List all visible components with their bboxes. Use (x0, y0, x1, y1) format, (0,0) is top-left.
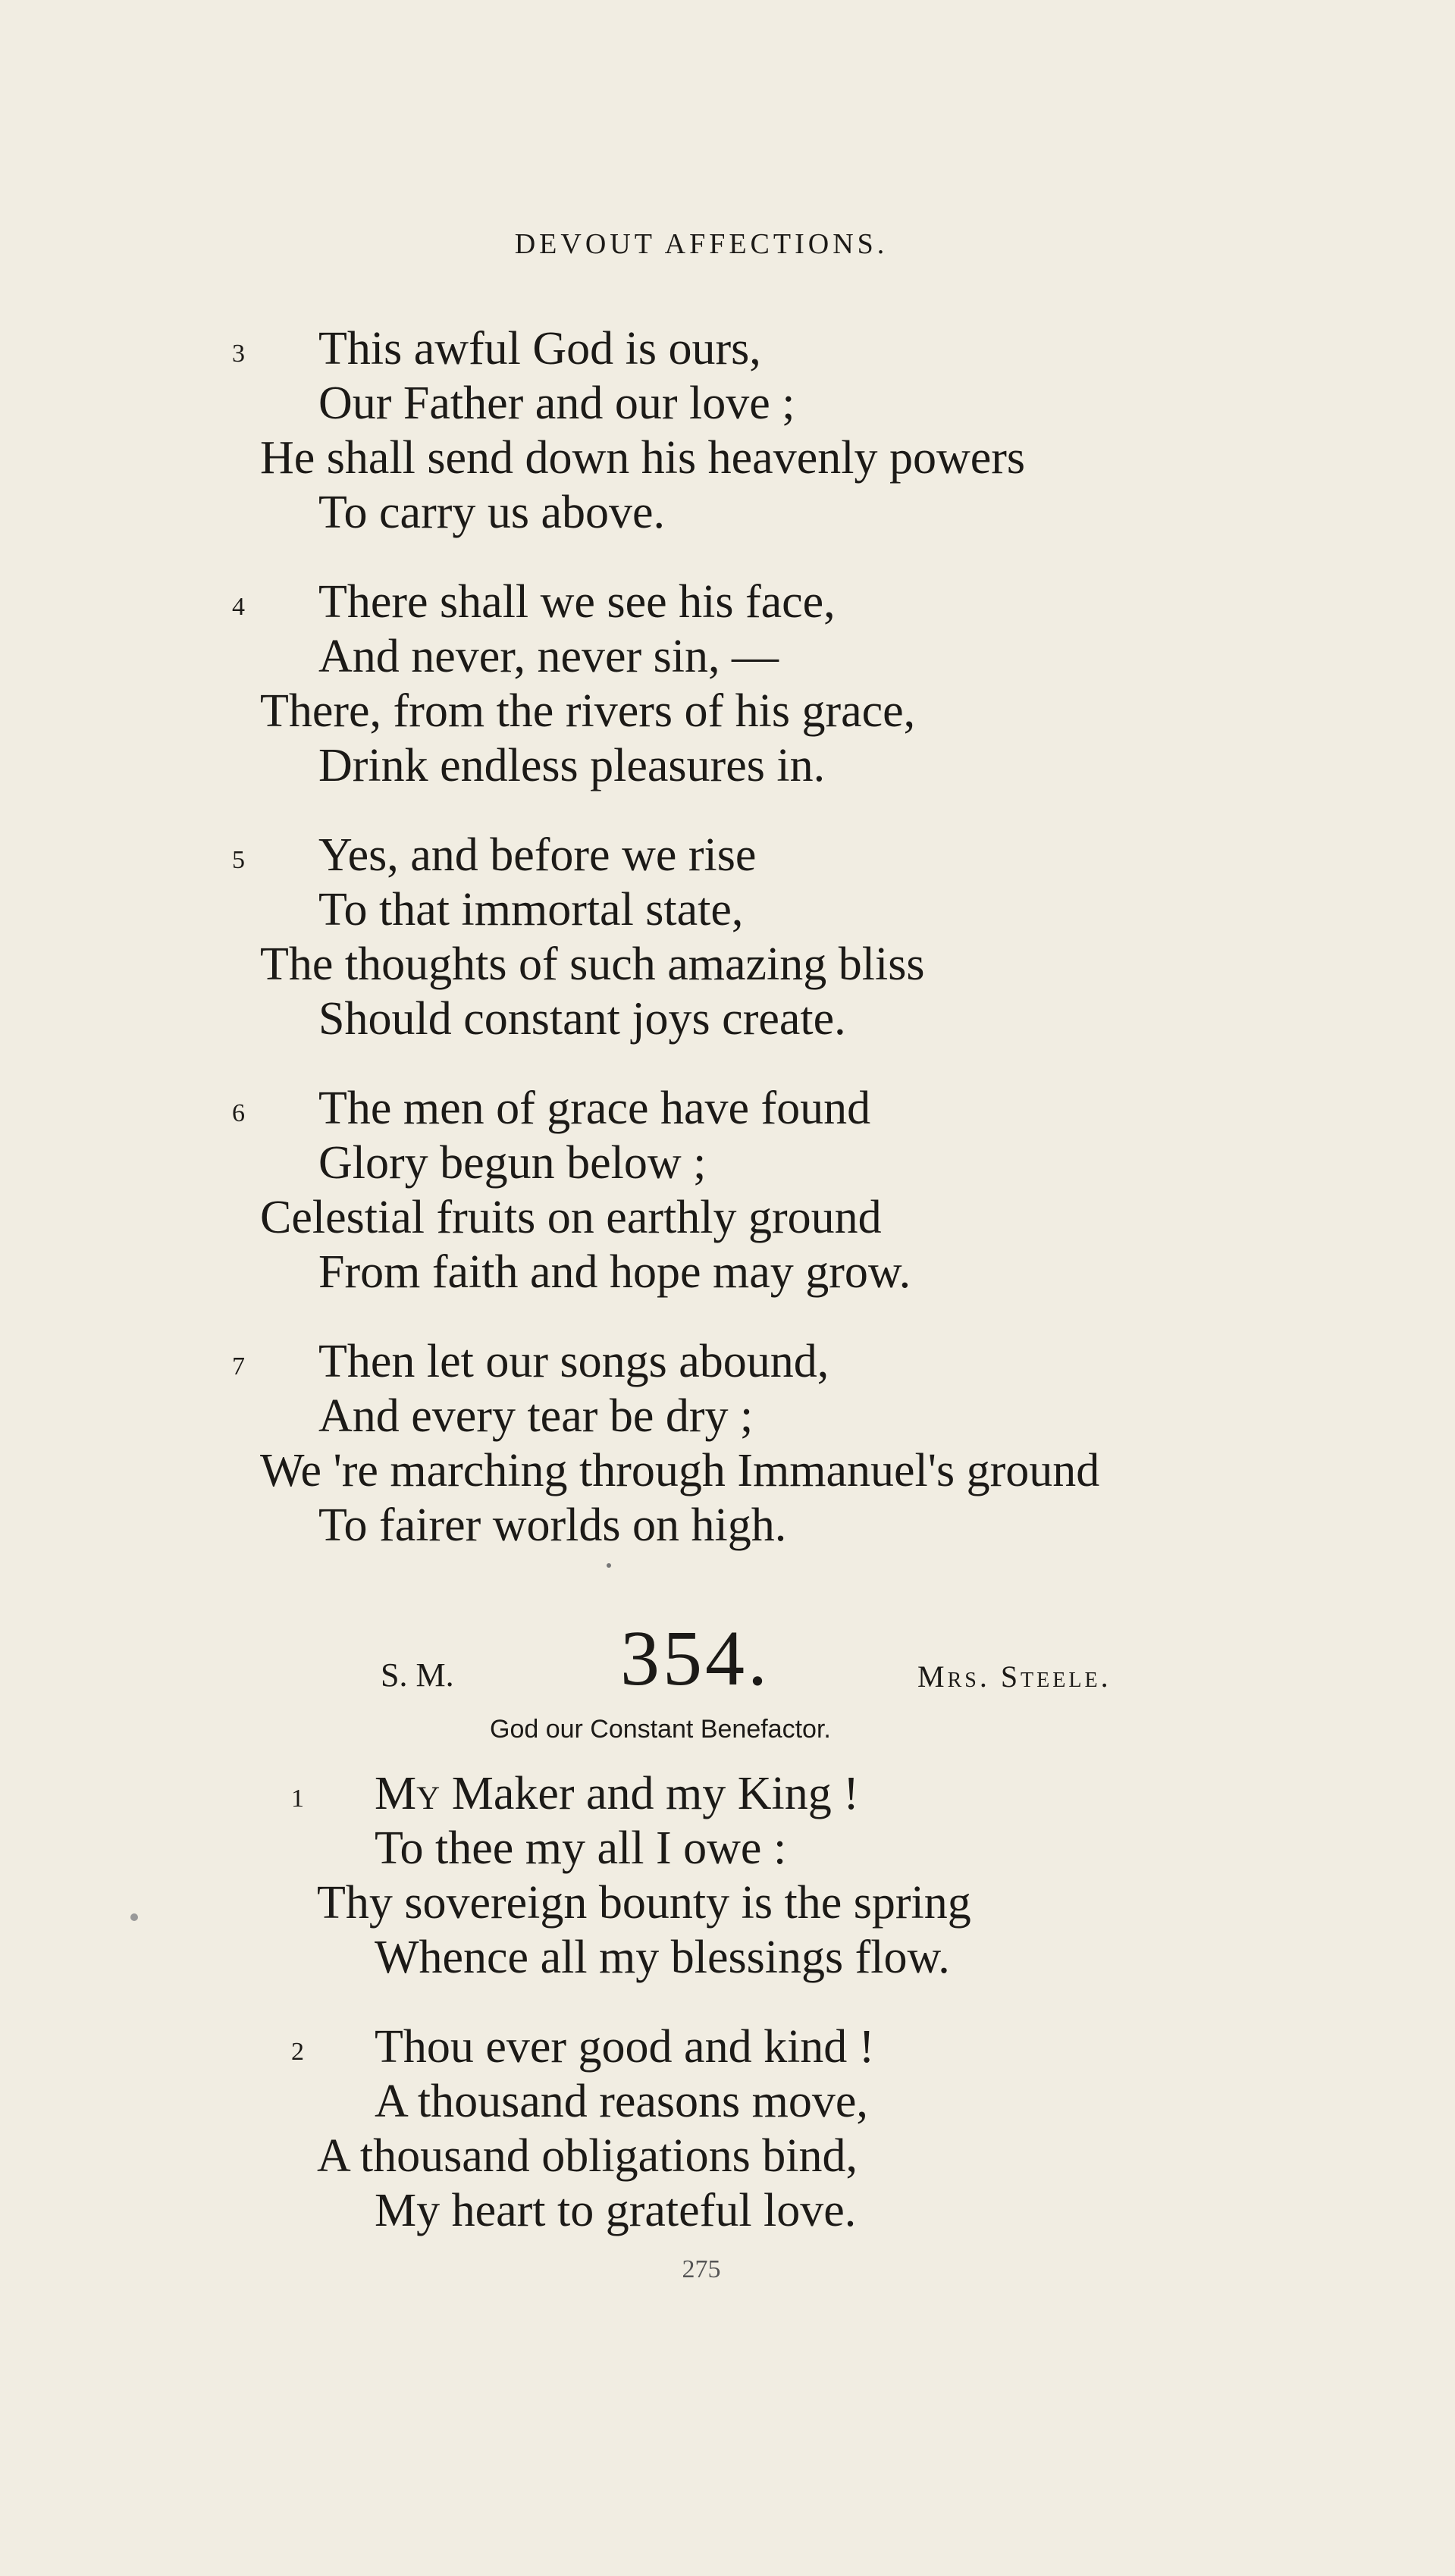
verse-line: Our Father and our love ; (318, 378, 795, 429)
stanza-number: 2 (291, 2038, 304, 2066)
stanza-number: 7 (232, 1352, 245, 1380)
verse-line: My heart to grateful love. (375, 2185, 857, 2236)
scan-speck (607, 1563, 611, 1568)
stanza-number: 6 (232, 1099, 245, 1127)
verse-line: There shall we see his face, (318, 576, 836, 628)
verse-line: The thoughts of such amazing bliss (260, 939, 925, 990)
verse-line: To carry us above. (318, 487, 666, 538)
verse-line: A thousand obligations bind, (317, 2130, 858, 2182)
verse-line: The men of grace have found (318, 1083, 871, 1134)
hymn-subtitle: God our Constant Benefactor. (490, 1715, 831, 1744)
verse-line: A thousand reasons move, (375, 2076, 868, 2127)
verse-line: There, from the rivers of his grace, (260, 685, 916, 737)
hymn-author: Mrs. Steele. (917, 1659, 1112, 1694)
first-line-rest: Maker and my King ! (440, 1768, 859, 1819)
stanza-number: 5 (232, 846, 245, 874)
verse-line: From faith and hope may grow. (318, 1246, 911, 1298)
verse-line: Thy sovereign bounty is the spring (317, 1877, 971, 1929)
verse-line: Yes, and before we rise (318, 829, 757, 881)
verse-line: To thee my all I owe : (375, 1822, 787, 1874)
stanza-number: 3 (232, 340, 245, 368)
verse-line: Whence all my blessings flow. (375, 1932, 950, 1983)
first-word-small-caps: My (375, 1768, 441, 1819)
verse-line: This awful God is ours, (318, 323, 761, 374)
verse-line: Drink endless pleasures in. (318, 740, 826, 791)
stanza-number: 1 (291, 1785, 304, 1813)
running-head: DEVOUT AFFECTIONS. (514, 228, 889, 260)
verse-line: Should constant joys create. (318, 993, 846, 1045)
verse-line: To that immortal state, (318, 884, 744, 935)
verse-line: Thou ever good and kind ! (375, 2021, 875, 2073)
verse-line: To fairer worlds on high. (318, 1500, 787, 1551)
verse-line: He shall send down his heavenly powers (260, 432, 1026, 484)
hymn-meter: S. M. (381, 1656, 454, 1694)
verse-line: Glory begun below ; (318, 1137, 707, 1189)
verse-line (375, 1766, 859, 1821)
verse-line: And never, never sin, — (318, 631, 779, 682)
verse-line: Then let our songs abound, (318, 1336, 829, 1387)
scan-speck (130, 1913, 138, 1921)
hymn-number: 354. (620, 1615, 770, 1702)
page-number: 275 (682, 2255, 721, 2283)
stanza-number: 4 (232, 593, 245, 621)
verse-line: And every tear be dry ; (318, 1390, 754, 1442)
verse-line: We 're marching through Immanuel's ground (260, 1445, 1100, 1496)
verse-line: Celestial fruits on earthly ground (260, 1192, 882, 1243)
